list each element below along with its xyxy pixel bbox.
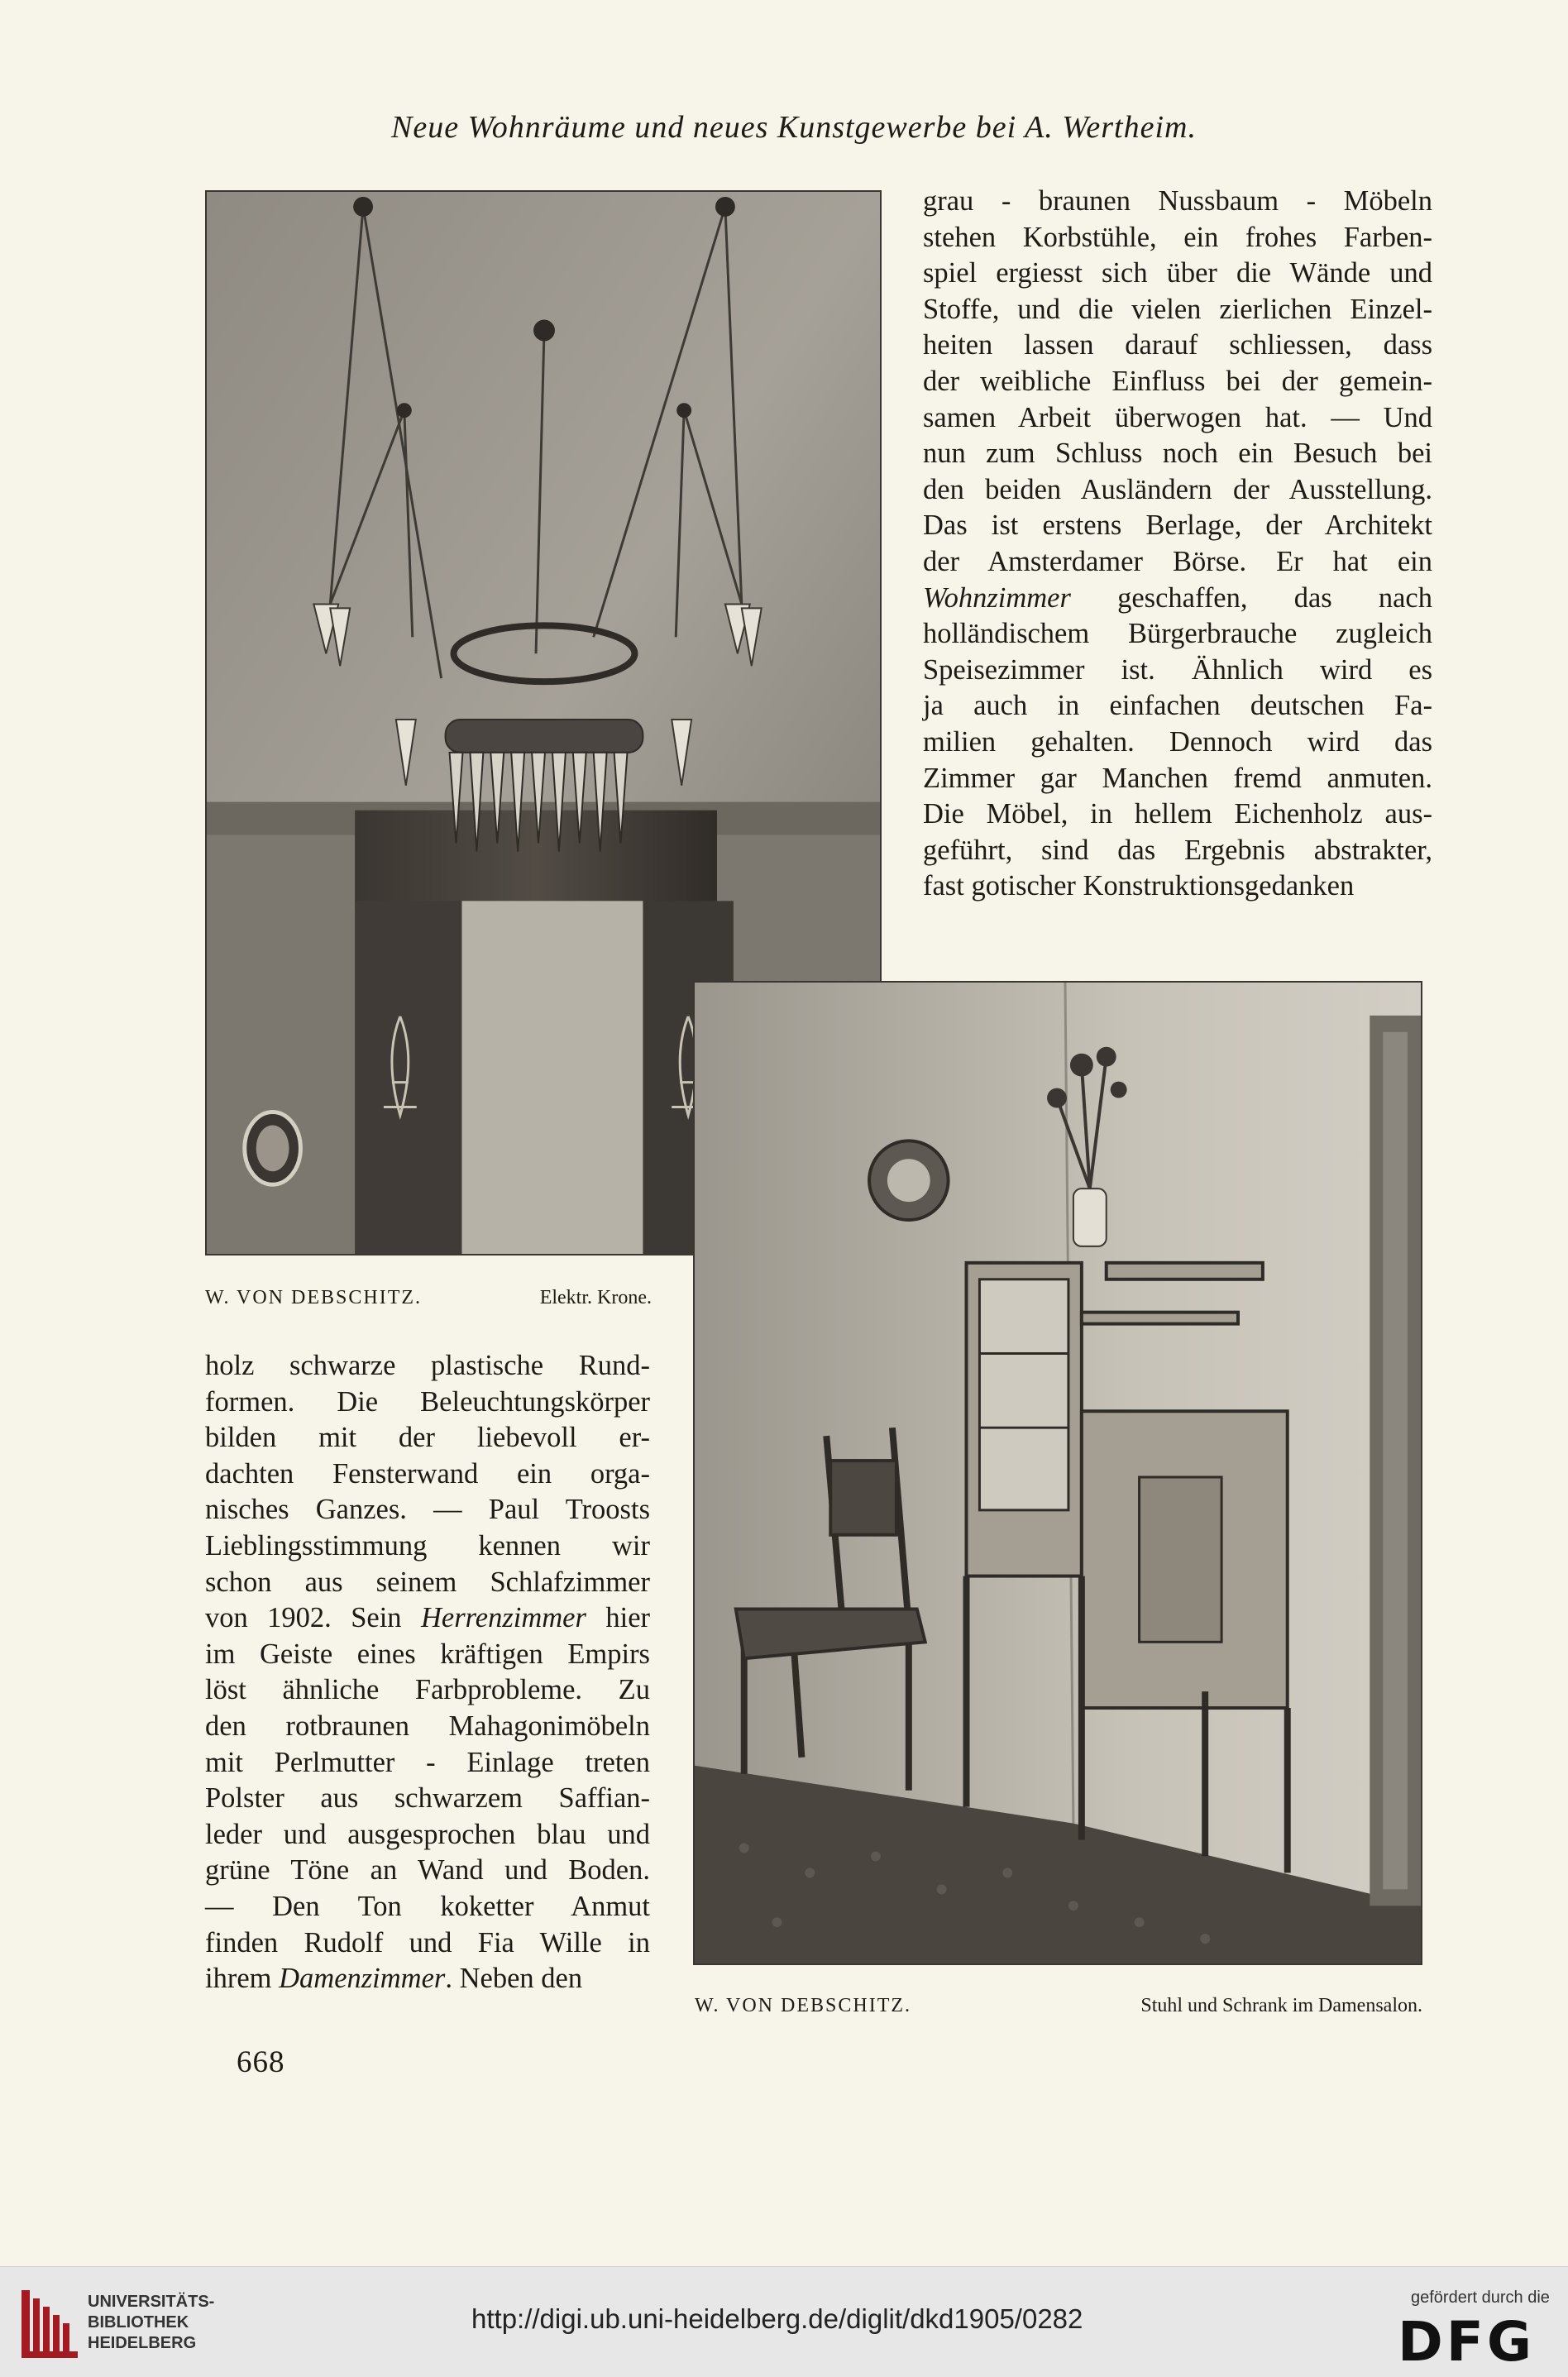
text-line: milien gehalten. Dennoch wird das (923, 725, 1432, 758)
text-line: Speisezimmer ist. Ähnlich wird es (923, 653, 1432, 686)
text-line: den beiden Ausländern der Ausstellung. (923, 473, 1432, 505)
library-name-line: UNIVERSITÄTS- (88, 2293, 215, 2311)
text-line: Stoffe, und die vielen zierlichen Einzel- (923, 293, 1432, 325)
text-line: der Amsterdamer Börse. Er hat ein (923, 545, 1432, 577)
text-line: Lieblingsstimmung kennen wir (205, 1529, 650, 1562)
library-name-line: BIBLIOTHEK (88, 2313, 189, 2332)
text-line: holz schwarze plastische Rund- (205, 1350, 650, 1381)
text-line: ja auch in einfachen deutschen Fa- (923, 690, 1432, 722)
text-line: der weibliche Einfluss bei der gemein- (923, 365, 1432, 397)
text-line: — Den Ton koketter Anmut (205, 1890, 650, 1922)
text-line: von 1902. Sein Herrenzimmer hier (205, 1602, 650, 1634)
library-name-line: HEIDELBERG (88, 2334, 197, 2352)
footer-bar (0, 2266, 1568, 2377)
text-line: mit Perlmutter - Einlage treten (205, 1746, 650, 1778)
funded-by-label: gefördert durch die (1411, 2289, 1550, 2307)
text-line: den rotbraunen Mahagonimöbeln (205, 1710, 650, 1742)
caption-credit: W. VON DEBSCHITZ. (695, 1995, 912, 2016)
text-line: ihrem Damenzimmer. Neben den (205, 1963, 583, 1995)
text-line: Wohnzimmer geschaffen, das nach (923, 581, 1432, 614)
text-line: nisches Ganzes. — Paul Troosts (205, 1494, 650, 1526)
text-line: formen. Die Beleuchtungskörper (205, 1385, 650, 1418)
text-line: holländischem Bürgerbrauche zugleich (923, 618, 1432, 650)
text-line: bilden mit der liebevoll er- (205, 1422, 650, 1454)
text-line: leder und ausgesprochen blau und (205, 1818, 650, 1850)
text-line: geführt, sind das Ergebnis abstrakter, (923, 834, 1432, 866)
text-column-left (205, 1348, 650, 1997)
caption-chandelier (205, 1287, 652, 1309)
library-logo-icon (22, 2290, 78, 2358)
text-line: löst ähnliche Farbprobleme. Zu (205, 1674, 650, 1706)
text-line: nun zum Schluss noch ein Besuch bei (923, 438, 1432, 470)
text-line: grüne Töne an Wand und Boden. (205, 1854, 650, 1887)
text-line: stehen Korbstühle, ein frohes Farben- (923, 221, 1432, 253)
text-line: grau - braunen Nussbaum - Möbeln (923, 185, 1432, 217)
text-line: samen Arbeit überwogen hat. — Und (923, 401, 1432, 433)
caption-credit: W. VON DEBSCHITZ. (205, 1287, 423, 1308)
caption-title: Stuhl und Schrank im Damensalon. (1140, 1995, 1422, 2016)
text-line: Die Möbel, in hellem Eichenholz aus- (923, 798, 1432, 830)
text-line: Zimmer gar Manchen fremd anmuten. (923, 762, 1432, 794)
text-line: Polster aus schwarzem Saffian- (205, 1782, 650, 1815)
text-line: Das ist erstens Berlage, der Architekt (923, 509, 1432, 542)
caption-title: Elektr. Krone. (539, 1287, 652, 1308)
text-line: im Geiste eines kräftigen Empirs (205, 1638, 650, 1670)
text-line: finden Rudolf und Fia Wille in (205, 1926, 650, 1959)
text-line: heiten lassen darauf schliessen, dass (923, 329, 1432, 361)
text-line: schon aus seinem Schlafzimmer (205, 1566, 650, 1598)
text-line: spiel ergiesst sich über die Wände und (923, 257, 1432, 289)
running-head: Neue Wohnräume und neues Kunstgewerbe bei A. Wertheim. (391, 110, 1197, 145)
text-line: dachten Fensterwand ein orga- (205, 1457, 650, 1490)
text-line: fast gotischer Konstruktionsgedanken (923, 870, 1355, 902)
page-number: 668 (237, 2045, 285, 2079)
permalink-url[interactable]: http://digi.ub.uni-heidelberg.de/diglit/dkd1905/0282 (471, 2303, 1083, 2334)
photo-furniture (693, 981, 1422, 1965)
caption-furniture (695, 1995, 1422, 2017)
library-name (88, 2292, 214, 2354)
text-column-right (923, 184, 1432, 905)
dfg-logo: DFG (1398, 2310, 1536, 2374)
